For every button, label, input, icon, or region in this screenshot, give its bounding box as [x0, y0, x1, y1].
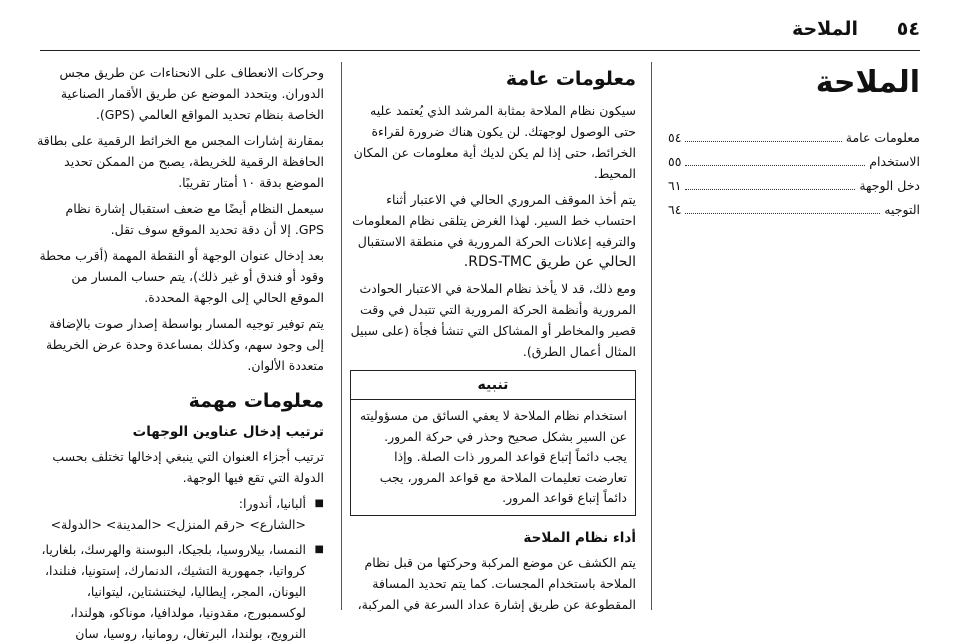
- toc-item-label: الاستخدام: [869, 154, 920, 169]
- toc-item-page: ٦١: [668, 178, 682, 193]
- toc-dot-leader: [685, 165, 865, 166]
- paragraph: ترتيب أجزاء العنوان التي ينبغي إدخالها تختلف بحسب الدولة التي تقع فيها الوجهة.: [52, 449, 324, 485]
- toc-item-label: دخل الوجهة: [859, 178, 920, 193]
- paragraph: بعد إدخال عنوان الوجهة أو النقطة المهمة (أقرب محطة وقود أو فندق أو غير ذلك)، يتم حساب المسار من الموقع الحالي إلى الوجهة المحددة.: [39, 248, 324, 305]
- toc-item-page: ٥٥: [668, 154, 682, 169]
- list-item-countries: النمسا، بيلاروسيا، بلجيكا، البوسنة والهرسك، بلغاريا، كرواتيا، جمهورية التشيك، الدنمارك، إستونيا، فنلندا، اليونان، المجر، إيطاليا، ليختنشتاين، ليتوانيا، لوكسمبورج، مقدونيا، مولدافيا، موناكو، هولندا، النرويج، بولندا، البرتغال، رومانيا، روسيا، سان: [41, 542, 306, 641]
- header-rule: [40, 50, 920, 51]
- toc-item[interactable]: [668, 126, 920, 150]
- subsection-title-navigation-performance: أداء نظام الملاحة: [523, 529, 636, 546]
- toc-dot-leader: [685, 141, 841, 142]
- header-title: الملاحة: [791, 18, 858, 40]
- column-divider: [651, 62, 652, 610]
- list-item: [36, 539, 324, 644]
- toc-item[interactable]: [668, 198, 920, 222]
- column-divider: [341, 62, 342, 610]
- toc-dot-leader: [685, 213, 880, 214]
- section-title-general-info: معلومات عامة: [505, 68, 636, 90]
- section-title-important-info: معلومات مهمة: [188, 390, 324, 412]
- paragraph: سيكون نظام الملاحة بمثابة المرشد الذي يُعتمد عليه حتى الوصول لوجهتك. لن يكون هناك ضرورة لقراءة الخرائط، حتى إذا لم يكن لديك أية معلومات عن المكان المحيط.: [353, 103, 636, 181]
- toc-item-label: معلومات عامة: [845, 130, 920, 145]
- paragraph: يتم أخذ الموقف المروري الحالي في الاعتبار أثناء احتساب خط السير. لهذا الغرض يتلقى نظام المعلومات والترفيه إعلانات الحركة المرورية في منطقة الاستقبال: [352, 192, 636, 249]
- table-of-contents: [668, 126, 920, 222]
- list-item: [36, 493, 324, 535]
- page-number: ٥٤: [896, 18, 920, 40]
- navigation-details-column: [36, 62, 324, 641]
- general-info-column: [350, 62, 636, 610]
- toc-item[interactable]: [668, 150, 920, 174]
- chapter-title: الملاحة: [815, 65, 920, 100]
- list-item-countries: ■ ألبانيا، أندورا:: [238, 496, 306, 511]
- toc-item-label: التوجيه: [884, 202, 920, 217]
- paragraph: الحالي عن طريق RDS-TMC.: [463, 254, 636, 270]
- paragraph: بمقارنة إشارات المجس مع الخرائط الرقمية على بطاقة الحافظة الرقمية للخريطة، يصبح من الممكن تحديد الموضع بدقة ١٠ أمتار تقريبًا.: [37, 133, 324, 190]
- toc-item[interactable]: [668, 174, 920, 198]
- toc-dot-leader: [685, 189, 855, 190]
- list-item-format: <الشارع> <رقم المنزل> <المدينة> <الدولة>: [50, 517, 306, 532]
- notice-title: تنبيه: [351, 371, 635, 400]
- notice-body: استخدام نظام الملاحة لا يعفي السائق من مسؤوليته عن السير بشكل صحيح وحذر في حركة المرور. يجب دائماً إتباع قواعد المرور ذات الصلة. وإذا تعارضت تعليمات الملاحة مع قواعد المرور، يجب دائماً إتباع قواعد المرور.: [359, 408, 627, 505]
- subsection-title-address-order: ترتيب إدخال عناوين الوجهات: [132, 424, 324, 440]
- paragraph: وحركات الانعطاف على الانحناءات عن طريق مجس الدوران. ويتحدد الموضع عن طريق الأقمار الصناعية الخاصة بنظام تحديد المواقع العالمي (GPS).: [59, 65, 324, 122]
- page-header: [40, 18, 920, 48]
- paragraph: ومع ذلك، قد لا يأخذ نظام الملاحة في الاعتبار الحوادث المرورية وأنظمة الحركة المرورية التي تتبدل في وقت قصير والمخاطر أو المشاكل التي تنشأ فجأة (على سبيل المثال أعمال الطرق).: [350, 281, 636, 359]
- paragraph: سيعمل النظام أيضًا مع ضعف استقبال إشارة نظام GPS. إلا أن دقة تحديد الموقع سوف تقل.: [65, 201, 324, 237]
- warning-notice-box: [350, 370, 636, 516]
- country-address-format-list: [36, 493, 324, 644]
- paragraph: يتم توفير توجيه المسار بواسطة إصدار صوت بالإضافة إلى وجود سهم، وكذلك بمساعدة وحدة عرض الخريطة متعددة الألوان.: [45, 316, 324, 373]
- toc-item-page: ٥٤: [668, 130, 682, 145]
- chapter-column: [668, 62, 920, 610]
- paragraph: يتم الكشف عن موضع المركبة وحركتها من قبل نظام الملاحة باستخدام المجسات. كما يتم تحديد المسافة المقطوعة عن طريق إشارة عداد السرعة في المركبة،: [357, 554, 636, 612]
- toc-item-page: ٦٤: [668, 202, 682, 217]
